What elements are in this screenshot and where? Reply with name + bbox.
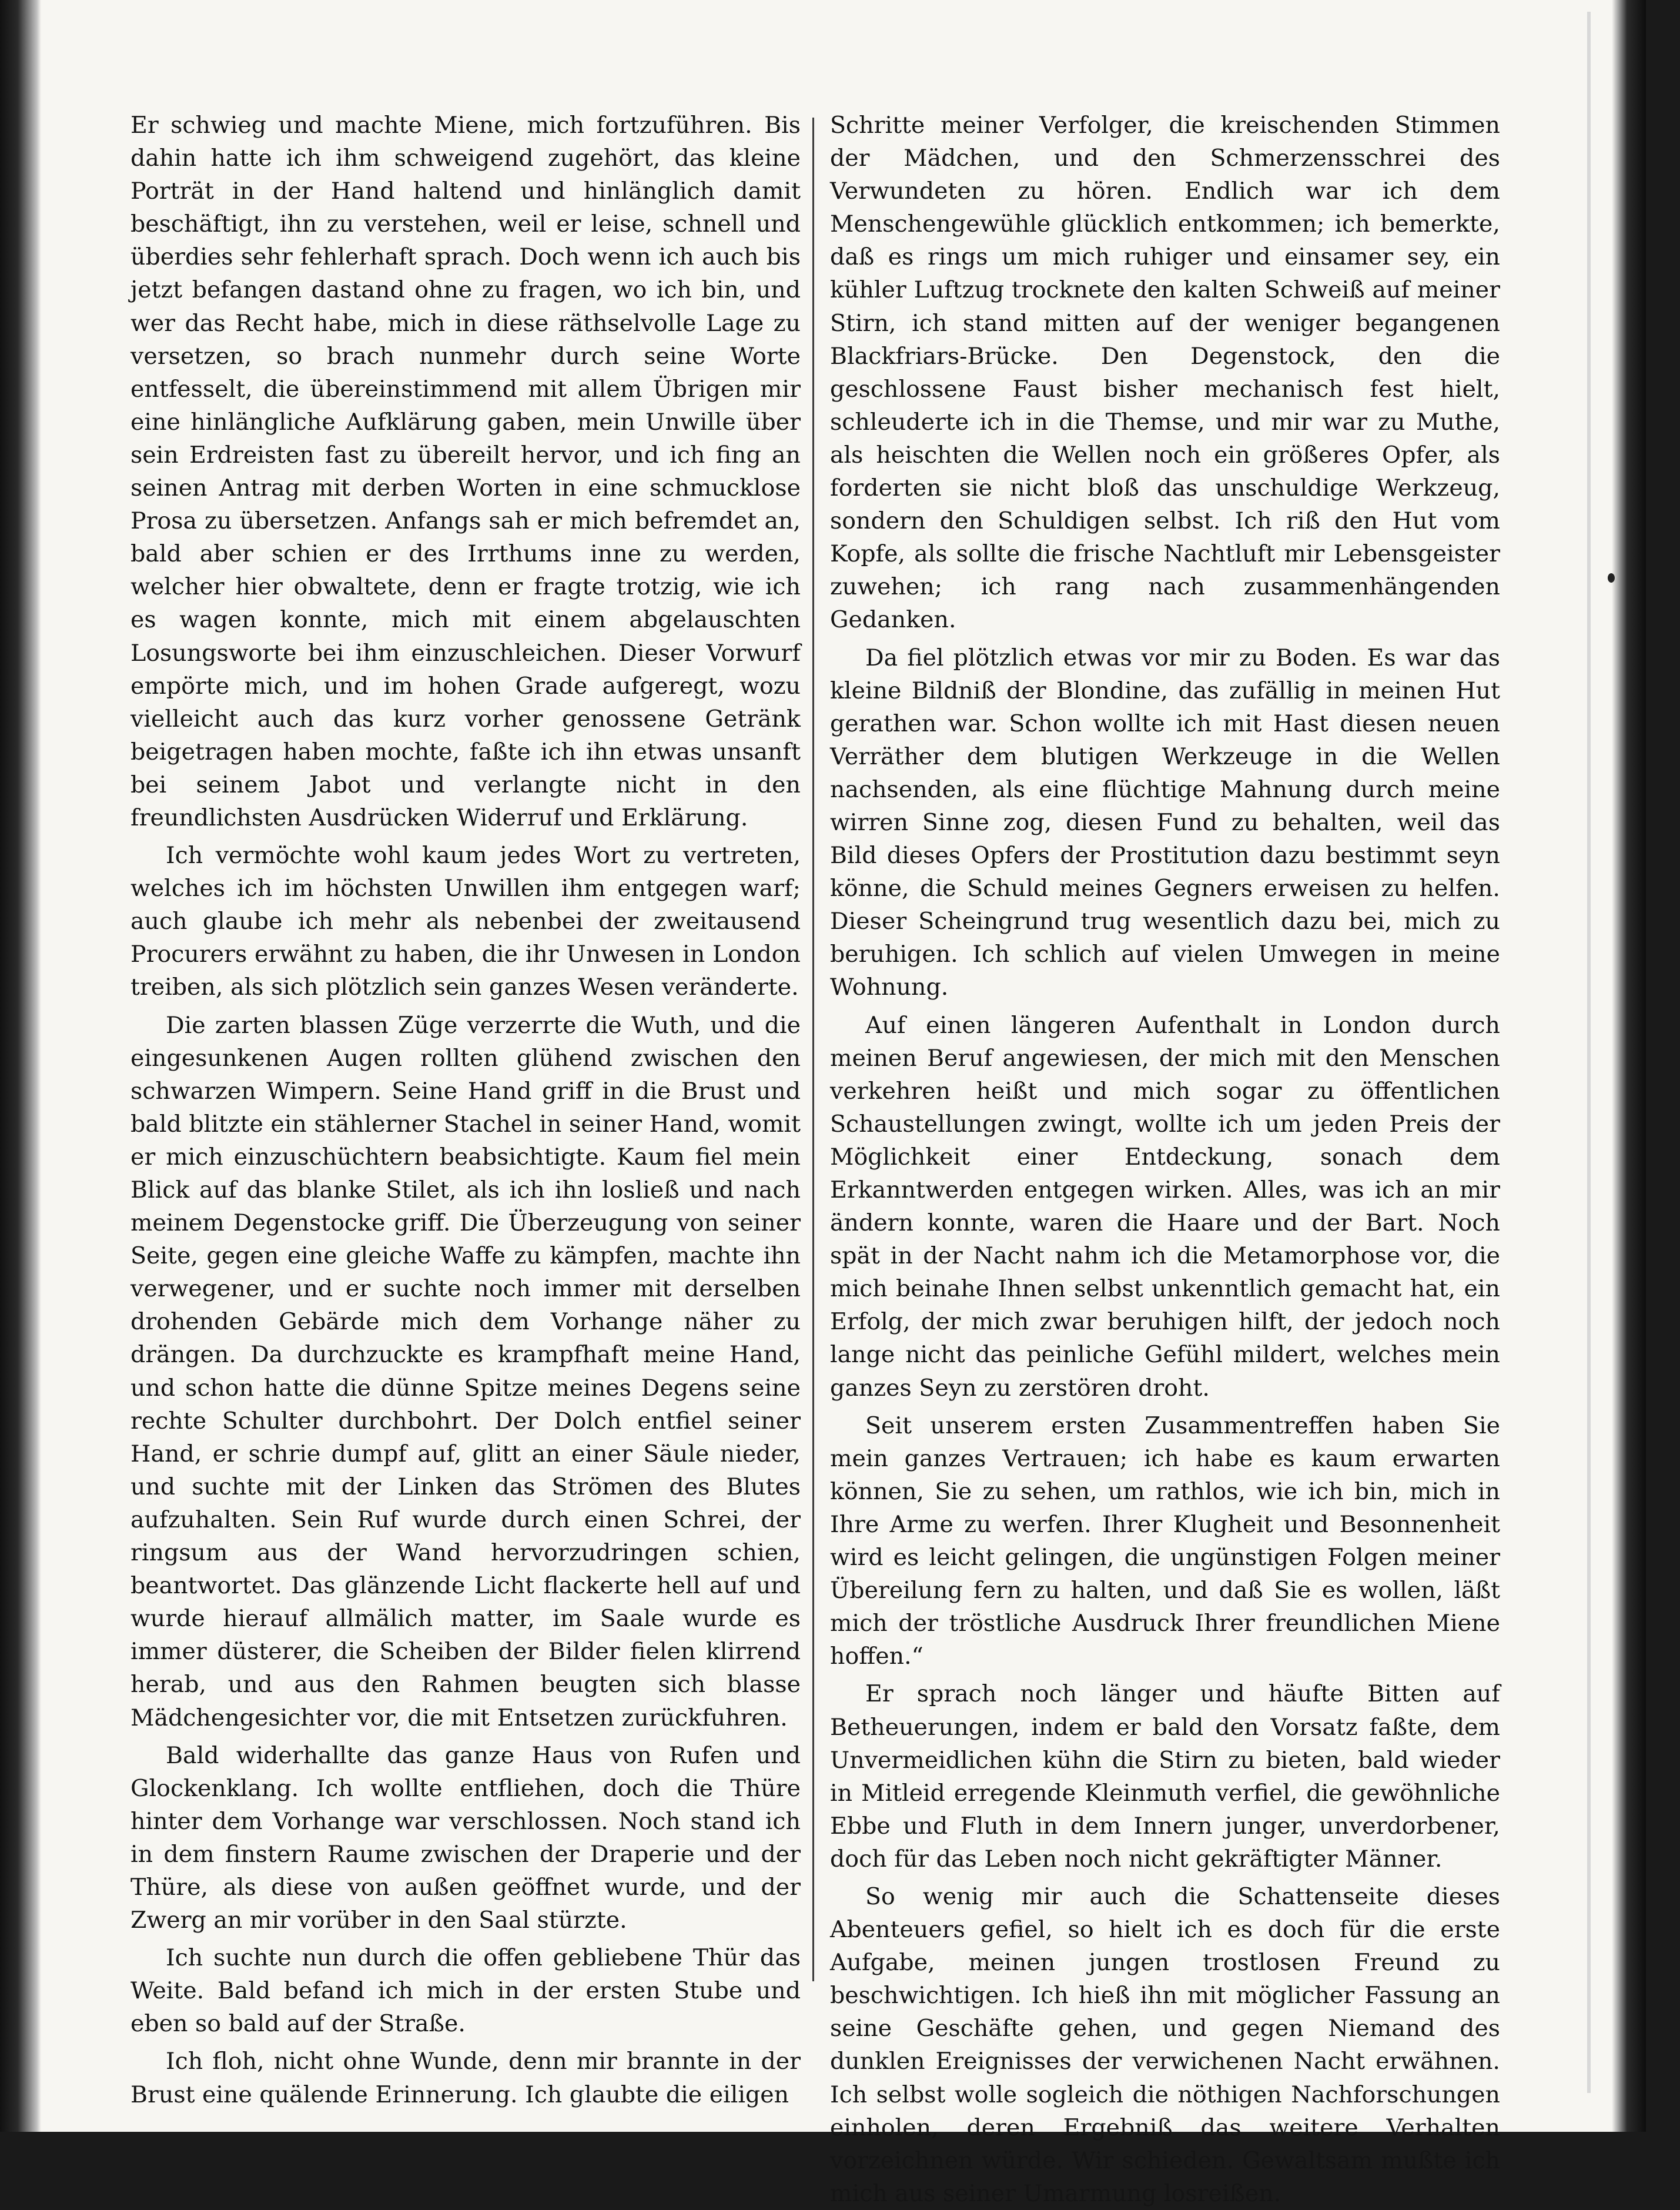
- left-paragraph-1: Er schwieg und machte Miene, mich fortzuführen. Bis dahin hatte ich ihm schweigend zugehört, das kleine Porträt in der Hand haltend und hinlänglich damit beschäftigt, ihn zu verstehen, weil er leise, schnell und überdies sehr fehlerhaft sprach. Doch wenn ich auch bis jetzt befangen dastand ohne zu fragen, wo ich bin, und wer das Recht habe, mich in diese räthselvolle Lage zu versetzen, so brach nunmehr durch seine Worte entfesselt, die übereinstimmend mit allem Übrigen mir eine hinlängliche Aufklärung gaben, mein Unwille über sein Erdreisten fast zu übereilt hervor, und ich fing an seinen Antrag mit derben Worten in eine schmucklose Prosa zu übersetzen. Anfangs sah er mich befremdet an, bald aber schien er des Irrthums inne zu werden, welcher hier obwaltete, denn er fragte trotzig, wie ich es wagen konnte, mich mit einem abgelauschten Losungsworte bei ihm einzuschleichen. Dieser Vorwurf empörte mich, und im hohen Grade aufgeregt, wozu vielleicht auch das kurz vorher genossene Getränk beigetragen haben mochte, faßte ich ihn etwas unsanft bei seinem Jabot und verlangte nicht in den freundlichsten Ausdrücken Widerruf und Erklärung.: [130, 112, 801, 831]
- page-binding-edge: [0, 0, 41, 2132]
- left-paragraph-6: Ich floh, nicht ohne Wunde, denn mir brannte in der Brust eine quälende Erinnerung. Ich glaubte die eiligen: [130, 2048, 801, 2108]
- right-paragraph-2: Da fiel plötzlich etwas vor mir zu Boden. Es war das kleine Bildniß der Blondine, das zufällig in meinen Hut gerathen war. Schon wollte ich mit Hast diesen neuen Verräther dem blutigen Werkzeuge in die Wellen nachsenden, als eine flüchtige Mahnung durch meine wirren Sinne zog, diesen Fund zu behalten, weil das Bild dieses Opfers der Prostitution dazu bestimmt seyn könne, die Schuld meines Gegners erweisen zu helfen. Dieser Scheingrund trug wesentlich dazu bei, mich zu beruhigen. Ich schlich auf vielen Umwegen in meine Wohnung.: [830, 644, 1500, 1001]
- left-paragraph-2: Ich vermöchte wohl kaum jedes Wort zu vertreten, welches ich im höchsten Unwillen ihm entgegen warf; auch glaube ich mehr als nebenbei der zweitausend Procurers erwähnt zu haben, die ihr Unwesen in London treiben, als sich plötzlich sein ganzes Wesen veränderte.: [130, 842, 801, 1001]
- ink-speck: [1608, 573, 1615, 583]
- right-paragraph-4: Seit unserem ersten Zusammentreffen haben Sie mein ganzes Vertrauen; ich habe es kaum erwarten können, Sie zu sehen, um rathlos, wie ich bin, mich in Ihre Arme zu werfen. Ihrer Klugheit und Besonnenheit wird es leicht gelingen, die ungünstigen Folgen meiner Übereilung fern zu halten, und daß Sie es wollen, läßt mich der tröstliche Ausdruck Ihrer freundlichen Miene hoffen.“: [830, 1412, 1500, 1670]
- right-paragraph-6: So wenig mir auch die Schattenseite dieses Abenteuers gefiel, so hielt ich es doch für die erste Aufgabe, meinen jungen trostlosen Freund zu beschwichtigen. Ich hieß ihn mit möglicher Fassung an seine Geschäfte gehen, und gegen Niemand des dunklen Ereignisses der verwichenen Nacht erwähnen. Ich selbst wolle sogleich die nöthigen Nachforschungen einholen, deren Ergebniß das weitere Verhalten vorzeichnen würde. Wir schieden. Gewaltsam mußte ich mich aus seiner Umarmung losreißen.: [830, 1883, 1500, 2207]
- left-paragraph-3: Die zarten blassen Züge verzerrte die Wuth, und die eingesunkenen Augen rollten glühend zwischen den schwarzen Wimpern. Seine Hand griff in die Brust und bald blitzte ein stählerner Stachel in seiner Hand, womit er mich einzuschüchtern beabsichtigte. Kaum fiel mein Blick auf das blanke Stilet, als ich ihn losließ und nach meinem Degenstocke griff. Die Überzeugung von seiner Seite, gegen eine gleiche Waffe zu kämpfen, machte ihn verwegener, und er suchte noch immer mit derselben drohenden Gebärde mich dem Vorhange näher zu drängen. Da durchzuckte es krampfhaft meine Hand, und schon hatte die dünne Spitze meines Degens seine rechte Schulter durchbohrt. Der Dolch entfiel seiner Hand, er schrie dumpf auf, glitt an einer Säule nieder, und suchte mit der Linken das Strömen des Blutes aufzuhalten. Sein Ruf wurde durch einen Schrei, der ringsum aus der Wand hervorzudringen schien, beantwortet. Das glänzende Licht flackerte hell auf und wurde hierauf allmälich matter, im Saale wurde es immer düsterer, die Scheiben der Bilder fielen klirrend herab, und aus den Rahmen beugten sich blasse Mädchengesichter vor, die mit Entsetzen zurückfuhren.: [130, 1011, 801, 1731]
- right-paragraph-1: Schritte meiner Verfolger, die kreischenden Stimmen der Mädchen, und den Schmerzensschrei des Verwundeten zu hören. Endlich war ich dem Menschengewühle glücklich entkommen; ich bemerkte, daß es rings um mich ruhiger und einsamer sey, ein kühler Luftzug trocknete den kalten Schweiß auf meiner Stirn, ich stand mitten auf der weniger begangenen Blackfriars-Brücke. Den Degenstock, den die geschlossene Faust bisher mechanisch fest hielt, schleuderte ich in die Themse, und mir war zu Muthe, als heischten die Wellen noch ein größeres Opfer, als forderten sie nicht bloß das unschuldige Werkzeug, sondern den Schuldigen selbst. Ich riß den Hut vom Kopfe, als sollte die frische Nachtluft mir Lebensgeister zuwehen; ich rang nach zusammenhängenden Gedanken.: [830, 112, 1500, 634]
- right-paragraph-3: Auf einen längeren Aufenthalt in London durch meinen Beruf angewiesen, der mich mit den Menschen verkehren heißt und mich sogar zu öffentlichen Schaustellungen zwingt, wollte ich um jeden Preis der Möglichkeit einer Entdeckung, sonach dem Erkanntwerden entgegen wirken. Alles, was ich an mir ändern konnte, waren die Haare und der Bart. Noch spät in der Nacht nahm ich die Metamorphose vor, die mich beinahe Ihnen selbst unkenntlich gemacht hat, ein Erfolg, der mich zwar beruhigen hilft, der jedoch noch lange nicht das peinliche Gefühl mildert, welches mein ganzes Seyn zu zerstören droht.: [830, 1011, 1500, 1402]
- right-paragraph-5: Er sprach noch länger und häufte Bitten auf Betheuerungen, indem er bald den Vorsatz faßte, dem Unvermeidlichen kühn die Stirn zu bieten, bald wieder in Mitleid erregende Kleinmuth verfiel, die gewöhnliche Ebbe und Fluth in dem Innern junger, unverdorbener, doch für das Leben noch nicht gekräftigter Männer.: [830, 1680, 1500, 1873]
- page-right-shadow: [1612, 0, 1646, 2132]
- right-column: [830, 109, 1500, 2210]
- left-column: [130, 109, 801, 2111]
- page-frame-line: [1587, 12, 1591, 2093]
- left-paragraph-4: Bald widerhallte das ganze Haus von Rufen und Glockenklang. Ich wollte entfliehen, doch die Thüre hinter dem Vorhange war verschlossen. Noch stand ich in dem finstern Raume zwischen der Draperie und der Thüre, als diese von außen geöffnet wurde, und der Zwerg an mir vorüber in den Saal stürzte.: [130, 1741, 801, 1934]
- column-divider: [812, 118, 814, 1981]
- left-paragraph-5: Ich suchte nun durch die offen gebliebene Thür das Weite. Bald befand ich mich in der ersten Stube und eben so bald auf der Straße.: [130, 1944, 801, 2038]
